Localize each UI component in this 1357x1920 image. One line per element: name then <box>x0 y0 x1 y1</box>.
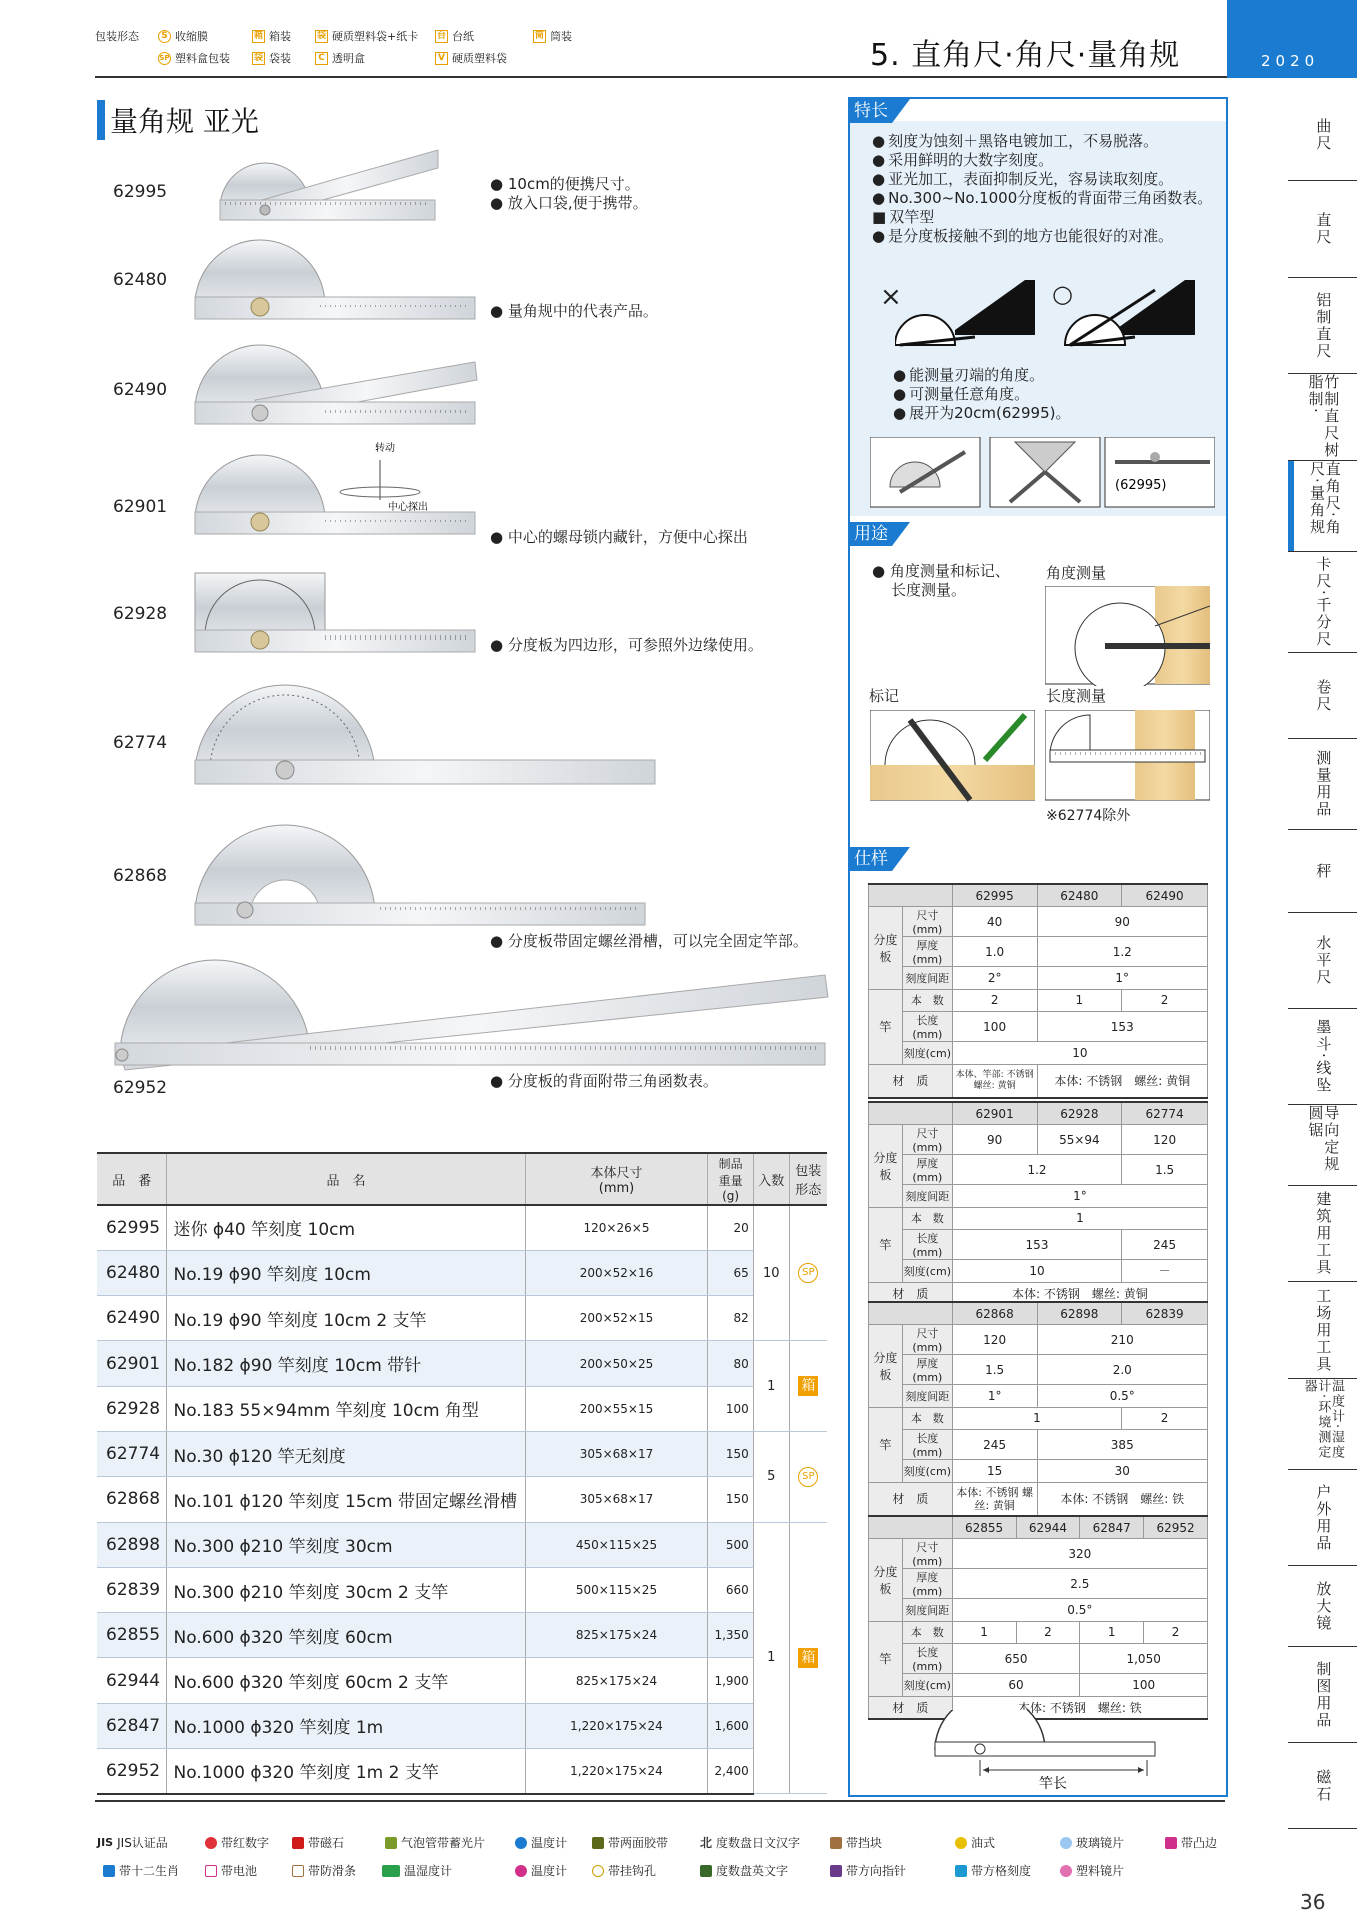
protractor-image <box>190 815 650 930</box>
index-tab-17[interactable]: 放大镜 <box>1314 1580 1333 1632</box>
protractor-image <box>190 440 480 540</box>
product-code: 62868 <box>113 866 168 886</box>
product-code: 62901 <box>113 497 168 517</box>
features-list-2: ● 能测量刃端的角度。 ● 可测量任意角度。 ● 展开为20cm(62995)。 <box>893 366 1070 423</box>
footer-item: 温湿度计 <box>382 1862 452 1879</box>
section-title: 量角规 亚光 <box>110 105 259 138</box>
table-row: 62928 No.183 55×94mm 竿刻度 10cm 角型 200×55×15 100 <box>97 1386 827 1431</box>
incorrect-mark: × <box>880 282 902 312</box>
index-tab-4[interactable]: 竹制直尺树脂制· <box>1306 374 1341 459</box>
jis-icon: JIS <box>97 1836 114 1849</box>
grid-scale-icon <box>955 1865 967 1877</box>
oil-icon <box>955 1837 967 1849</box>
length-measure-label: 长度测量 <box>1046 687 1107 705</box>
spec-table-1: 62995 62480 62490 分度板 尺寸(mm) 40 90 厚度(mm) 1.0 1.2 刻度间距 2° 1° 竿 本 数 2 1 2 长度(mm) 100 153 刻度(cm) 10 材 质 本体、竿部: 不锈钢 螺丝: 黄铜 本体: 不锈钢 螺丝: 黄铜 <box>868 883 1208 1099</box>
index-tab-2[interactable]: 直尺 <box>1314 211 1333 246</box>
page-number: 36 <box>1300 1890 1326 1914</box>
table-row: 62944 No.600 ϕ320 竿刻度 60cm 2 支竿 825×175×24 1,900 <box>97 1658 827 1703</box>
thermometer-icon <box>515 1865 527 1877</box>
footer-item: 带挡块 <box>830 1834 882 1851</box>
product-code: 62774 <box>113 733 168 753</box>
year-tab: 2020 <box>1227 0 1357 78</box>
legend-box: 箱 箱装 <box>253 30 291 43</box>
hook-hole-icon <box>592 1865 604 1877</box>
hygrometer-icon <box>382 1865 400 1877</box>
arm-length-diagram <box>925 1710 1165 1790</box>
footer-item: 带防滑条 <box>292 1862 356 1879</box>
plastic-case-icon: SP <box>798 1467 818 1487</box>
product-notes: ● 量角规中的代表产品。 <box>490 302 658 320</box>
product-notes: ● 分度板为四边形，可参照外边缘使用。 <box>490 636 763 654</box>
protractor-image <box>190 680 660 790</box>
legend-clear-case: C 透明盒 <box>315 50 365 66</box>
legend-hard-bag-card: 袋 硬质塑料袋+纸卡 <box>316 30 419 43</box>
index-tab-15[interactable]: 温度计·湿度计·环境测定器 <box>1301 1379 1344 1461</box>
index-tab-19[interactable]: 磁石 <box>1314 1768 1333 1803</box>
footer-item: 带电池 <box>205 1862 257 1879</box>
product-notes: ● 10cm的便携尺寸。 ● 放入口袋,便于携带。 <box>490 175 648 212</box>
plastic-case-icon: SP <box>798 1263 818 1283</box>
footer-item: 度数盘英文字 <box>700 1862 788 1879</box>
footer-item: 带挂钩孔 <box>592 1862 656 1879</box>
index-tab-11[interactable]: 墨斗·线坠 <box>1314 1019 1333 1094</box>
anti-slip-icon <box>292 1865 304 1877</box>
tube-icon: 筒 <box>534 30 544 41</box>
svg-text:竿长: 竿长 <box>1039 1776 1067 1790</box>
box-icon: 箱 <box>253 30 263 41</box>
protractor-image <box>190 235 480 330</box>
table-row: 62901 No.182 ϕ90 竿刻度 10cm 带针 200×50×25 80 1 箱 <box>97 1341 827 1386</box>
box-icon: 箱 <box>798 1376 818 1396</box>
glass-lens-icon <box>1060 1837 1072 1849</box>
product-code: 62480 <box>113 270 168 290</box>
chapter-title: 5. 直角尺·角尺·量角规 <box>870 38 1181 73</box>
index-tab-10[interactable]: 水平尺 <box>1314 935 1333 986</box>
usage-text: ● 角度测量和标记、 长度测量。 <box>872 562 1010 599</box>
marking-label: 标记 <box>869 687 900 705</box>
spec-heading: 仕样 <box>850 847 892 871</box>
usage-photos <box>870 437 1215 509</box>
thermometer-icon <box>515 1837 527 1849</box>
footer-item: 带红数字 <box>205 1834 269 1851</box>
product-code: 62928 <box>113 604 168 624</box>
protractor-image <box>185 340 485 435</box>
index-tab-3[interactable]: 铝制直尺 <box>1314 291 1333 360</box>
correct-mark: ○ <box>1052 280 1073 308</box>
footer-item: 塑料镜片 <box>1060 1862 1124 1879</box>
spec-table-4: 62855 62944 62847 62952 分度板 尺寸(mm) 320 厚度(mm) 2.5 刻度间距 0.5° 竿 本 数 1 2 1 2 长度(mm) 650 1,050 刻度(cm) 60 100 材 质 本体: 不锈钢 螺丝: 铁 <box>868 1515 1208 1720</box>
footer-item: 气泡管带蓄光片 <box>385 1834 485 1851</box>
double-arm-diagram <box>895 275 1215 365</box>
protractor-image <box>190 565 480 660</box>
table-row: 62490 No.19 ϕ90 竿刻度 10cm 2 支竿 200×52×15 82 <box>97 1296 827 1341</box>
index-tab-12[interactable]: 导向定规圆锯 <box>1306 1105 1341 1173</box>
direction-arrow-icon <box>830 1865 842 1877</box>
spec-table-3: 62868 62898 62839 分度板 尺寸(mm) 120 210 厚度(mm) 1.5 2.0 刻度间距 1° 0.5° 竿 本 数 1 2 长度(mm) 245 385 刻度(cm) 15 30 材 质 本体: 不锈钢 螺丝: 黄铜 本体: 不锈钢 螺丝: 铁 <box>868 1301 1208 1517</box>
legend-tube: 筒 筒装 <box>534 30 572 43</box>
usage-note: ※62774除外 <box>1046 808 1131 824</box>
plastic-case-icon: SP <box>158 52 171 65</box>
product-code: 62952 <box>113 1078 168 1098</box>
svg-text:中心探出: 中心探出 <box>388 502 428 513</box>
index-tab-8[interactable]: 测量用品 <box>1314 750 1333 818</box>
product-notes: ● 分度板的背面附带三角函数表。 <box>490 1072 718 1090</box>
magnet-icon <box>292 1837 304 1849</box>
usage-heading: 用途 <box>850 522 892 546</box>
footer-item: 温度计 <box>515 1862 567 1879</box>
footer-item: 玻璃镜片 <box>1060 1834 1124 1851</box>
product-notes: ● 中心的螺母锁内藏针，方便中心探出 <box>490 528 748 546</box>
protractor-image <box>110 955 830 1080</box>
svg-text:转动: 转动 <box>375 443 395 454</box>
zodiac-icon <box>103 1865 115 1877</box>
section-title-bar <box>97 100 105 140</box>
index-tab-16[interactable]: 户外用品 <box>1314 1483 1333 1552</box>
spec-table-2: 62901 62928 62774 分度板 尺寸(mm) 90 55×94 120 厚度(mm) 1.2 1.5 刻度间距 1° 竿 本 数 1 长度(mm) 153 245 刻度(cm) 10 － 材 质 本体: 不锈钢 螺丝: 黄铜 <box>868 1101 1208 1306</box>
table-row: 62995 迷你 ϕ40 竿刻度 10cm 120×26×5 20 10 SP <box>97 1205 827 1250</box>
footer-divider <box>95 1800 1225 1802</box>
footer-item: 带磁石 <box>292 1834 344 1851</box>
product-code: 62995 <box>113 182 168 202</box>
footer-item: 北 度数盘日文汉字 <box>700 1836 801 1850</box>
table-row: 62855 No.600 ϕ320 竿刻度 60cm 825×175×24 1,350 <box>97 1613 827 1658</box>
plastic-lens-icon <box>1060 1865 1072 1877</box>
product-notes: ● 分度板带固定螺丝滑槽，可以完全固定竿部。 <box>490 932 808 950</box>
svg-text:(62995): (62995) <box>1115 478 1167 493</box>
product-table <box>97 1152 827 1795</box>
hard-bag-icon: V <box>435 52 448 65</box>
shrink-wrap-icon: S <box>158 30 171 43</box>
index-tab-5-active[interactable]: 直角尺·角尺·量角规 <box>1288 461 1357 551</box>
index-tab-7[interactable]: 卷尺 <box>1314 678 1333 713</box>
footer-item: 带两面胶带 <box>592 1834 668 1851</box>
packaging-legend <box>95 26 655 74</box>
header-divider <box>95 76 1227 78</box>
marking-diagram <box>870 710 1035 802</box>
double-tape-icon <box>592 1837 604 1849</box>
col-header-size: 本体尺寸 (mm) <box>525 1153 708 1205</box>
angle-measure-label: 角度测量 <box>1046 564 1107 582</box>
legend-label: 包装形态 <box>95 30 139 43</box>
length-measure-diagram <box>1045 710 1210 802</box>
footer-item: 带凸边 <box>1165 1834 1217 1851</box>
features-heading: 特长 <box>850 99 892 123</box>
index-tab-13[interactable]: 建筑用工具 <box>1314 1191 1333 1276</box>
legend-plastic-case: SP 塑料盒包装 <box>159 52 230 65</box>
bag-card-icon: 袋 <box>316 30 326 41</box>
table-row: 62839 No.300 ϕ210 竿刻度 30cm 2 支竿 500×115×25 660 <box>97 1567 827 1612</box>
col-header-qty: 入数 <box>753 1153 789 1205</box>
table-row: 62847 No.1000 ϕ320 竿刻度 1m 1,220×175×24 1,600 <box>97 1703 827 1748</box>
features-list: ● 刻度为蚀刻＋黑铬电镀加工，不易脱落。 ● 采用鲜明的大数字刻度。 ● 亚光加工，表面抑制反光，容易读取刻度。 ● No.300~No.1000分度板的背面带三角函数表。 ■ 双竿型 ● 是分度板接触不到的地方也能很好的对准。 <box>872 132 1212 246</box>
footer-item: 带方向指针 <box>830 1862 906 1879</box>
legend-bag: 袋 袋装 <box>253 52 291 65</box>
card-icon: 台 <box>436 30 446 41</box>
legend-hard-bag: V 硬质塑料袋 <box>435 50 507 66</box>
index-tab-1[interactable]: 曲尺 <box>1314 118 1333 152</box>
bubble-tube-icon <box>385 1837 397 1849</box>
english-dial-icon <box>700 1865 712 1877</box>
table-row: 62898 No.300 ϕ210 竿刻度 30cm 450×115×25 500 1 箱 <box>97 1522 827 1567</box>
table-row: 62868 No.101 ϕ120 竿刻度 15cm 带固定螺丝滑槽 305×68×17 150 <box>97 1477 827 1522</box>
legend-card: 台 台纸 <box>436 30 474 43</box>
index-tab-18[interactable]: 制图用品 <box>1314 1660 1333 1729</box>
index-tab-14[interactable]: 工场用工具 <box>1314 1287 1333 1373</box>
angle-measure-diagram <box>1045 586 1210 686</box>
table-row: 62952 No.1000 ϕ320 竿刻度 1m 2 支竿 1,220×175×24 2,400 <box>97 1749 827 1794</box>
col-header-weight: 制品 重量 (g) <box>708 1153 753 1205</box>
footer-item: 温度计 <box>515 1834 567 1851</box>
table-row: 62774 No.30 ϕ120 竿无刻度 305×68×17 150 5 SP <box>97 1431 827 1476</box>
table-row: 62480 No.19 ϕ90 竿刻度 10cm 200×52×16 65 <box>97 1250 827 1295</box>
index-tab-6[interactable]: 卡尺·千分尺 <box>1314 556 1333 648</box>
north-kanji-icon: 北 <box>700 1836 713 1850</box>
footer-item: 油式 <box>955 1834 995 1851</box>
col-header-name: 品 名 <box>167 1153 525 1205</box>
battery-icon <box>205 1865 217 1877</box>
protractor-image <box>200 140 440 235</box>
footer-item: 带十二生肖 <box>103 1862 179 1879</box>
stopper-icon <box>830 1837 842 1849</box>
raised-edge-icon <box>1165 1837 1177 1849</box>
col-header-pack: 包装 形态 <box>789 1153 827 1205</box>
box-icon: 箱 <box>798 1648 818 1668</box>
legend-shrink: S 收缩膜 <box>158 28 208 44</box>
product-code: 62490 <box>113 380 168 400</box>
footer-item: JIS JIS认证品 <box>97 1836 168 1850</box>
col-header-code: 品 番 <box>97 1153 167 1205</box>
bag-icon: 袋 <box>253 52 263 63</box>
red-number-icon <box>205 1837 217 1849</box>
clear-case-icon: C <box>315 52 328 65</box>
footer-item: 带方格刻度 <box>955 1862 1031 1879</box>
index-tab-9[interactable]: 秤 <box>1314 862 1333 880</box>
